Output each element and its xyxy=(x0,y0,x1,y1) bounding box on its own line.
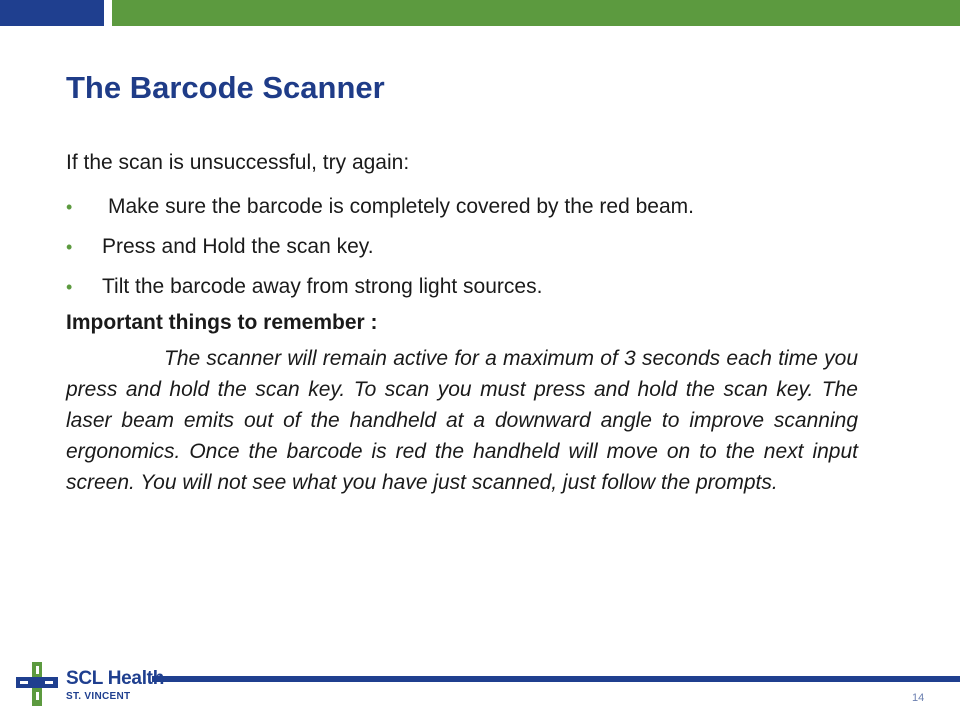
top-accent-bar-blue xyxy=(0,0,104,26)
logo-name: SCL Health xyxy=(66,668,165,689)
bullet-icon: • xyxy=(66,237,73,257)
bullet-text: Tilt the barcode away from strong light sources. xyxy=(102,275,543,298)
page-number: 14 xyxy=(912,692,925,704)
body-paragraph: The scanner will remain active for a maximum of 3 seconds each time you press and hold the scan key. To scan you must press and hold the scan key. The laser beam emits out of the handheld at a downward angle to improve scanning ergonomics. Once the barcode is red the handheld will move on to the next input screen. You will not see what you have just scanned, just follow the prompts. xyxy=(66,347,858,494)
footer-rule xyxy=(152,676,960,682)
cross-logo-icon xyxy=(16,662,62,706)
bullet-text: Press and Hold the scan key. xyxy=(102,235,374,258)
bullet-text: Make sure the barcode is completely covered by the red beam. xyxy=(108,195,694,218)
top-accent-bar-green xyxy=(112,0,960,26)
intro-text: If the scan is unsuccessful, try again: xyxy=(66,151,410,174)
slide-title: The Barcode Scanner xyxy=(66,70,385,105)
bullet-icon: • xyxy=(66,277,73,297)
section-subheading: Important things to remember : xyxy=(66,311,378,334)
logo-subtitle: ST. VINCENT xyxy=(66,691,131,702)
bullet-icon: • xyxy=(66,197,73,217)
scl-health-logo xyxy=(16,662,165,706)
